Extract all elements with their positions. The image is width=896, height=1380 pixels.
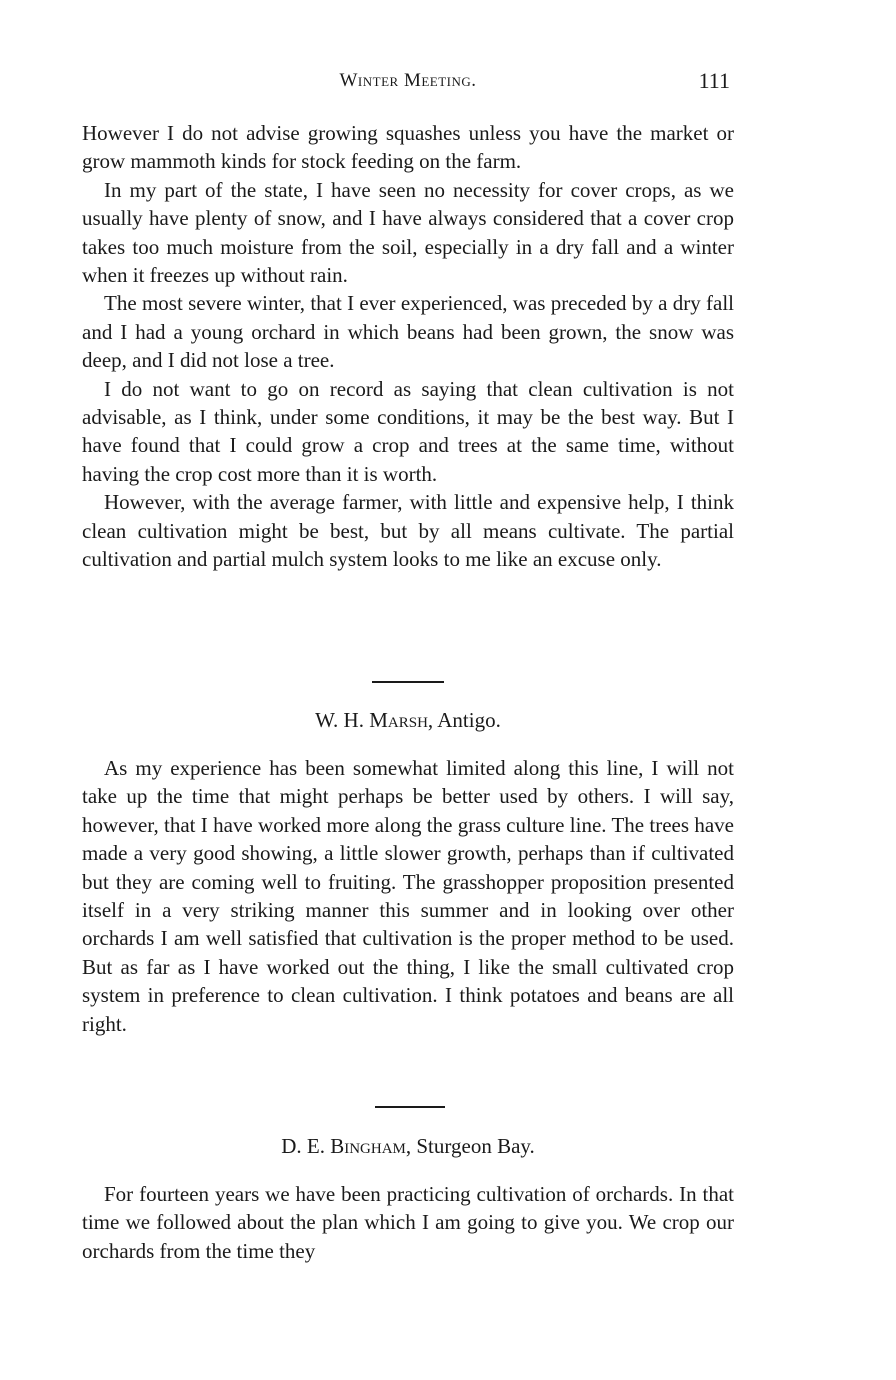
running-title: Winter Meeting. — [339, 70, 477, 91]
speaker-surname: Bingham — [330, 1134, 406, 1158]
paragraph: I do not want to go on record as saying that clean cultivation is not advisable, as I think, under some conditions, it may be the best way. But I have found that I could grow a crop and trees at the same time, without having the crop cost more than it is worth. — [82, 376, 734, 486]
paragraph: As my experience has been somewhat limited along this line, I will not take up the time that might perhaps be better used by others. I will say, however, that I have worked more along the grass culture line. The trees have made a very good showing, a little slower growth, perhaps than if cultivated but they are coming well to fruiting. The grasshopper proposition presented itself in a very striking manner this summer and in looking over other orchards I am well satisfied that cultivation is the proper method to be used. But as far as I have worked out the thing, I like the small cultivated crop system in preference to clean cultivation. I think potatoes and beans are all right. — [82, 756, 734, 1036]
paragraph: However I do not advise growing squashes unless you have the market or grow mammoth kinds for stock feeding on the farm. — [82, 121, 734, 174]
paragraph: The most severe winter, that I ever experienced, was preceded by a dry fall and I had a young orchard in which beans had been grown, the snow was deep, and I did not lose a tree. — [82, 291, 734, 373]
speaker-initials: D. E. — [281, 1134, 325, 1158]
speaker-surname: Marsh — [369, 708, 428, 732]
speaker-heading-bingham — [82, 1134, 734, 1159]
running-head — [82, 70, 734, 96]
page-number: 111 — [698, 68, 730, 93]
speaker-place: , Sturgeon Bay. — [405, 1134, 535, 1158]
speaker-place: , Antigo. — [427, 708, 501, 732]
paragraph: For fourteen years we have been practicing cultivation of orchards. In that time we followed about the plan which I am going to give you. We crop our orchards from the time they — [82, 1182, 734, 1263]
section-3-text — [82, 1180, 734, 1265]
section-divider — [372, 681, 444, 683]
speaker-initials: W. H. — [315, 708, 364, 732]
speaker-heading-marsh — [82, 708, 734, 733]
section-2-text — [82, 754, 734, 1038]
paragraph: However, with the average farmer, with little and expensive help, I think clean cultivation might be best, but by all means cultivate. The partial cultivation and partial mulch system looks to me like an excuse only. — [82, 490, 734, 572]
section-divider — [375, 1106, 445, 1108]
paragraph: In my part of the state, I have seen no necessity for cover crops, as we usually have plenty of snow, and I have always considered that a cover crop takes too much moisture from the soil, especially in a dry fall and a winter when it freezes up without rain. — [82, 177, 734, 288]
section-1-text — [82, 119, 734, 574]
